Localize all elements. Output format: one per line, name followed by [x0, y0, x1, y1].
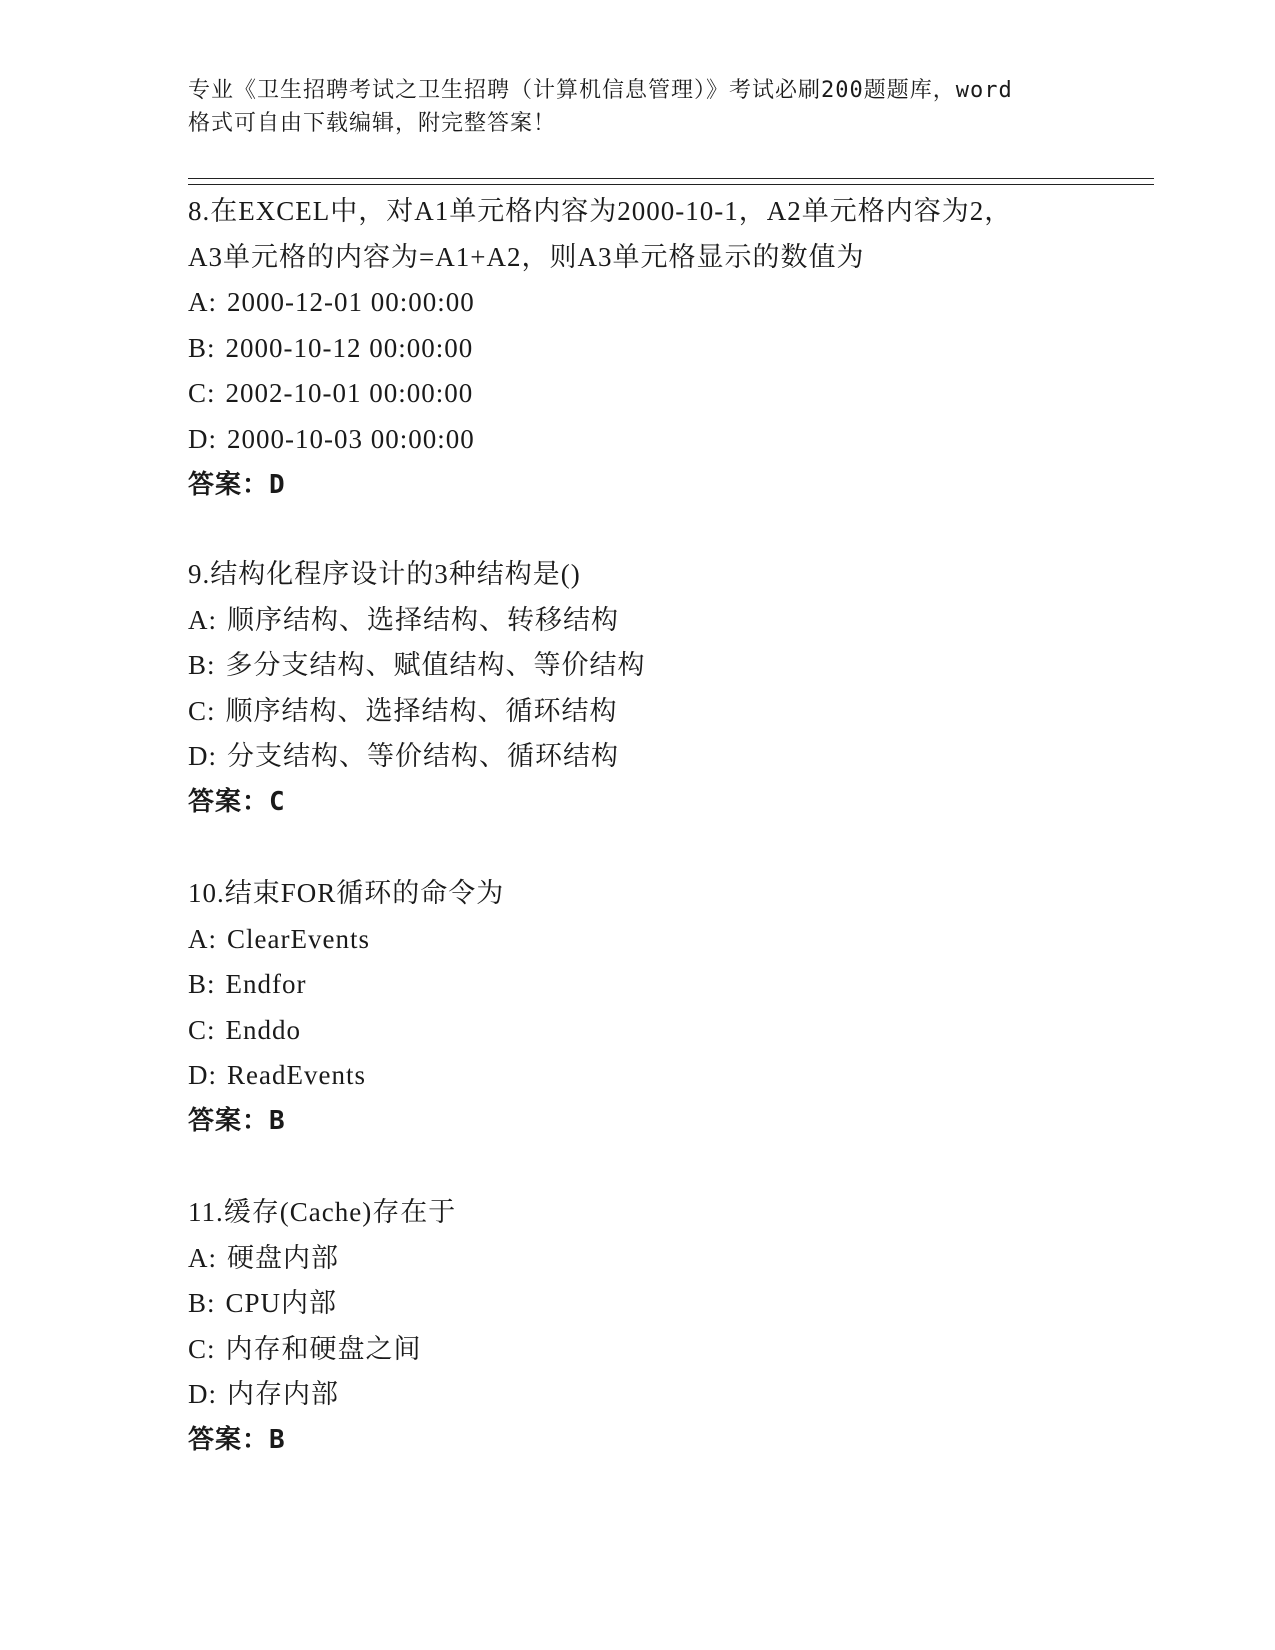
- option-letter: B: [188, 969, 208, 1000]
- option-a: [188, 1236, 1158, 1282]
- option-separator: :: [208, 423, 218, 454]
- question-8: [188, 189, 1158, 508]
- option-text: 内存和硬盘之间: [225, 1333, 422, 1364]
- question-title: 10.结束FOR循环的命令为: [188, 878, 505, 908]
- option-d: [188, 417, 1158, 463]
- option-letter: C: [188, 695, 208, 726]
- option-text: 顺序结构、选择结构、循环结构: [225, 695, 618, 726]
- option-text: 2000-10-03 00:00:00: [227, 423, 475, 454]
- option-text: 2000-12-01 00:00:00: [227, 287, 475, 318]
- option-letter: D: [188, 1379, 209, 1410]
- option-b: [188, 326, 1158, 372]
- option-letter: C: [188, 1014, 208, 1045]
- option-a: [188, 917, 1158, 963]
- option-a: [188, 280, 1158, 326]
- question-11: [188, 1190, 1158, 1464]
- option-d: [188, 1053, 1158, 1099]
- option-separator: :: [208, 1060, 218, 1091]
- option-separator: :: [207, 695, 216, 726]
- question-10: [188, 871, 1158, 1145]
- question-title-line-1: 8.在EXCEL中，对A1单元格内容为2000-10-1，A2单元格内容为2，: [188, 196, 1013, 226]
- document-header: [188, 74, 1088, 140]
- option-letter: B: [188, 332, 208, 363]
- header-divider-bottom: [188, 184, 1154, 185]
- option-text: ReadEvents: [227, 1060, 366, 1091]
- option-text: Enddo: [225, 1014, 302, 1045]
- option-letter: D: [188, 741, 209, 772]
- question-title-line-2: A3单元格的内容为=A1+A2，则A3单元格显示的数值为: [188, 241, 865, 272]
- answer-line: 答案：B: [188, 1105, 286, 1136]
- option-b: [188, 1281, 1158, 1327]
- option-letter: D: [188, 1060, 209, 1091]
- option-separator: :: [207, 378, 216, 409]
- option-letter: A: [188, 1242, 209, 1273]
- option-letter: D: [188, 423, 209, 454]
- option-separator: :: [207, 650, 216, 681]
- option-text: 多分支结构、赋值结构、等价结构: [225, 650, 646, 681]
- option-text: 分支结构、等价结构、循环结构: [227, 741, 620, 772]
- option-letter: B: [188, 650, 208, 681]
- option-separator: :: [208, 287, 218, 318]
- header-line-1: 专业《卫生招聘考试之卫生招聘（计算机信息管理）》考试必刷200题题库，word: [188, 78, 1013, 103]
- option-separator: :: [208, 1379, 218, 1410]
- option-d: [188, 734, 1158, 780]
- header-line-2: 格式可自由下载编辑，附完整答案！: [188, 111, 557, 136]
- option-separator: :: [208, 741, 218, 772]
- option-d: [188, 1372, 1158, 1418]
- option-letter: A: [188, 923, 209, 954]
- option-text: ClearEvents: [227, 923, 370, 954]
- option-text: Endfor: [225, 969, 307, 1000]
- option-c: [188, 689, 1158, 735]
- option-text: 2000-10-12 00:00:00: [225, 332, 474, 363]
- option-b: [188, 643, 1158, 689]
- answer-line: 答案：B: [188, 1424, 286, 1455]
- option-separator: :: [207, 969, 216, 1000]
- option-text: 硬盘内部: [227, 1242, 340, 1273]
- option-a: [188, 598, 1158, 644]
- question-9: [188, 552, 1158, 826]
- question-title: 9.结构化程序设计的3种结构是(): [188, 559, 581, 589]
- option-separator: :: [207, 1288, 216, 1319]
- option-text: 内存内部: [227, 1379, 340, 1410]
- question-title: 11.缓存(Cache)存在于: [188, 1197, 457, 1227]
- option-letter: B: [188, 1288, 208, 1319]
- option-c: [188, 1327, 1158, 1373]
- option-text: CPU内部: [225, 1288, 338, 1319]
- option-letter: A: [188, 604, 209, 635]
- option-separator: :: [208, 923, 218, 954]
- option-b: [188, 962, 1158, 1008]
- option-separator: :: [208, 604, 218, 635]
- option-letter: A: [188, 287, 209, 318]
- answer-line: 答案：D: [188, 469, 286, 500]
- option-c: [188, 371, 1158, 417]
- option-separator: :: [208, 1242, 218, 1273]
- option-text: 2002-10-01 00:00:00: [225, 378, 474, 409]
- option-letter: C: [188, 1333, 208, 1364]
- option-separator: :: [207, 332, 216, 363]
- option-letter: C: [188, 378, 208, 409]
- option-c: [188, 1008, 1158, 1054]
- header-divider-top: [188, 178, 1154, 179]
- option-separator: :: [207, 1333, 216, 1364]
- option-text: 顺序结构、选择结构、转移结构: [227, 604, 620, 635]
- option-separator: :: [207, 1014, 216, 1045]
- answer-line: 答案：C: [188, 786, 286, 817]
